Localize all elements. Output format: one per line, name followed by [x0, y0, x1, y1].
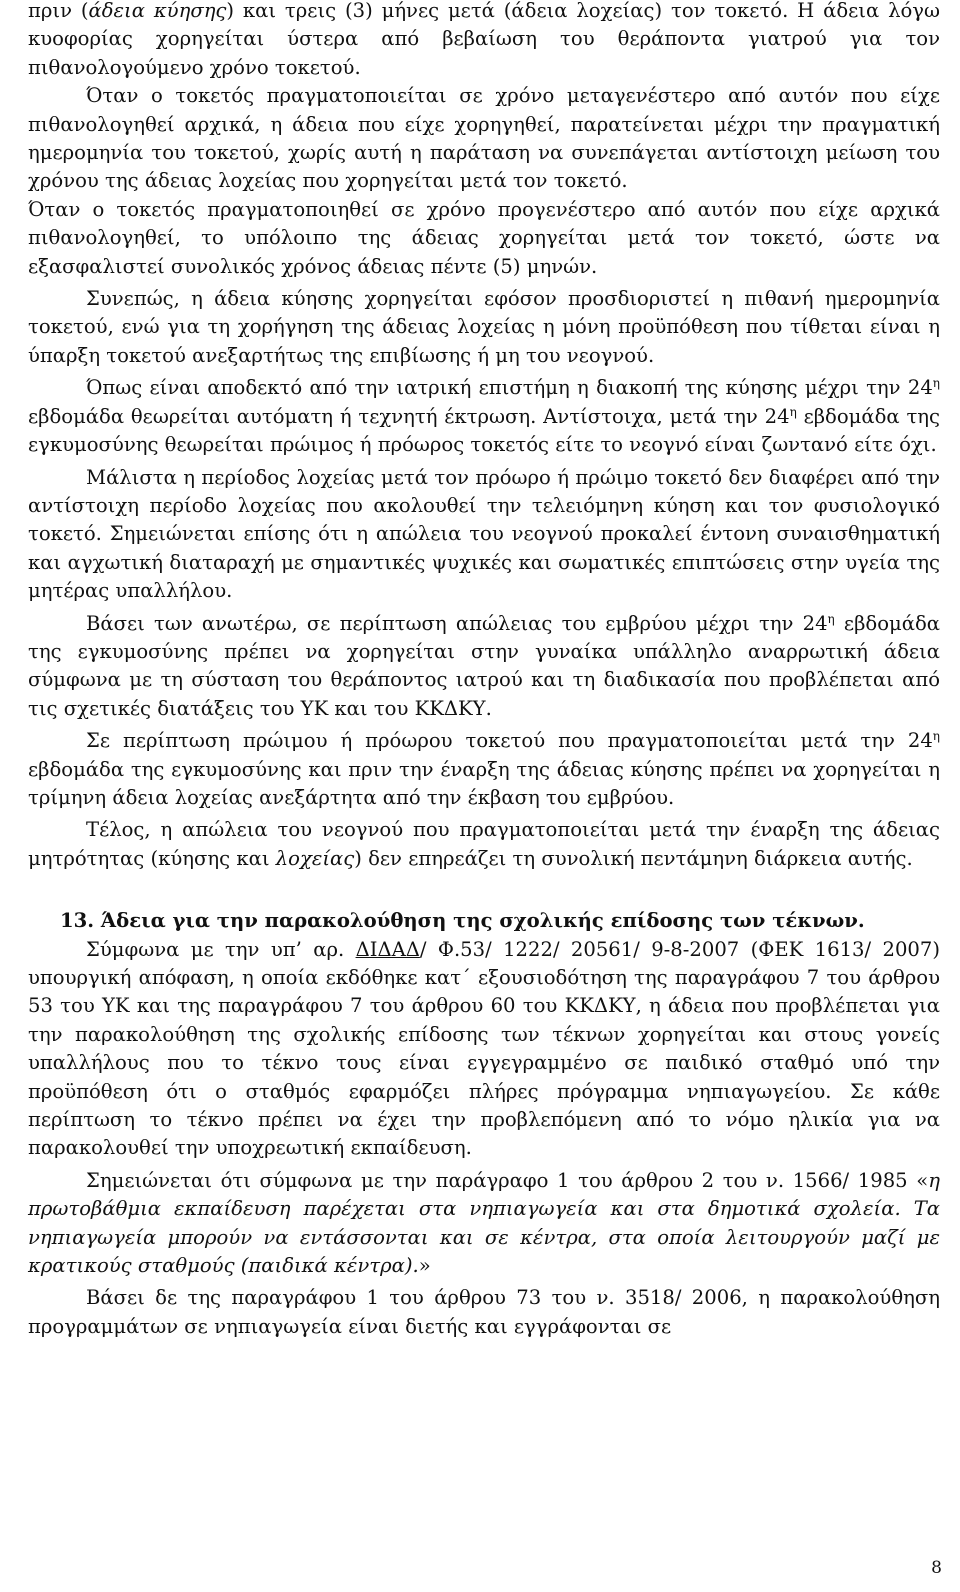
page-number: 8	[931, 1558, 942, 1578]
paragraph-4: Συνεπώς, η άδεια κύησης χορηγείται εφόσον προσδιοριστεί η πιθανή ημερομηνία τοκετού, ενώ για τη χορήγηση της άδειας λοχείας η μόνη προϋπόθεση που τίθεται είναι η ύπαρξη τοκετού ανεξαρτήτως της επιβίωσης ή μη του νεογνού.	[28, 287, 940, 367]
paragraph-3: Όταν ο τοκετός πραγματοποιηθεί σε χρόνο προγενέστερο από αυτόν που είχε αρχικά πιθανολογηθεί, το υπόλοιπο της άδειας χορηγείται μετά τον τοκετό, ώστε να εξασφαλιστεί συνολικός χρόνος άδειας πέντε (5) μηνών.	[28, 197, 940, 278]
paragraph-8: Σε περίπτωση πρώιμου ή πρόωρου τοκετού που πραγματοποιείται μετά την $24^\eta$ εβδομάδα της εγκυμοσύνης και πριν την έναρξη της άδειας κύησης πρέπει να χορηγείται η τρίμηνη άδεια λοχείας ανεξάρτητα από την έκβαση του εμβρύου.	[28, 729, 940, 809]
paragraph-11: Σημειώνεται ότι σύμφωνα με την παράγραφο 1 του άρθρου 2 του ν. 1566/ 1985 «η πρωτοβάθμια εκπαίδευση παρέχεται στα νηπιαγωγεία και στα δημοτικά σχολεία. Τα νηπιαγωγεία μπορούν να εντάσσονται και σε κέντρα, στα οποία λειτουργούν μαζί με κρατικούς σταθμούς (παιδικά κέντρα).»	[28, 1168, 940, 1278]
paragraph-9: Τέλος, η απώλεια του νεογνού που πραγματοποιείται μετά την έναρξη της άδειας μητρότητας (κύησης και λοχείας) δεν επηρεάζει τη συνολική πεντάμηνη διάρκεια αυτής.	[28, 818, 940, 870]
paragraph-5: Όπως είναι αποδεκτό από την ιατρική επιστήμη η διακοπή της κύησης μέχρι την $24^\eta$ εβδομάδα θεωρείται αυτόματη ή τεχνητή έκτρωση. Αντίστοιχα, μετά την $24^\eta$ εβδομάδα της εγκυμοσύνης θεωρείται πρώιμος ή πρόωρος τοκετός είτε το νεογνό είναι ζωντανό είτε όχι.	[28, 376, 940, 457]
paragraph-10: Σύμφωνα με την υπ’ αρ. ΔΙΔΑΔ/ Φ.53/ 1222/ 20561/ 9-8-2007 (ΦΕΚ 1613/ 2007) υπουργική απόφαση, η οποία εκδόθηκε κατ΄ εξουσιοδότηση της παραγράφου 7 του άρθρου 53 του ΥΚ και της παραγράφου 7 του άρθρου 60 του ΚΚΔΚΥ, η άδεια που προβλέπεται για την παρακολούθηση της σχολικής επίδοσης των τέκνων χορηγείται και στους γονείς υπαλλήλους που το τέκνο τους είναι εγγεγραμμένο σε παιδικό σταθμό υπό την προϋπόθεση ότι ο σταθμός εφαρμόζει πλήρες πρόγραμμα νηπιαγωγείου. Σε κάθε περίπτωση το τέκνο πρέπει να έχει την προβλεπόμενη από το νόμο ηλικία για να παρακολουθεί την υποχρεωτική εκπαίδευση.	[28, 937, 940, 1160]
section-heading-13: 13. Άδεια για την παρακολούθηση της σχολικής επίδοσης των τέκνων.	[60, 909, 865, 933]
paragraph-12: Βάσει δε της παραγράφου 1 του άρθρου 73 του ν. 3518/ 2006, η παρακολούθηση προγραμμάτων σε νηπιαγωγεία είναι διετής και εγγράφονται σε	[28, 1286, 940, 1338]
paragraph-6: Μάλιστα η περίοδος λοχείας μετά τον πρόωρο ή πρώιμο τοκετό δεν διαφέρει από την αντίστοιχη περίοδο λοχείας που ακολουθεί την τελειόμηνη κύηση και τον φυσιολογικό τοκετό. Σημειώνεται επίσης ότι η απώλεια του νεογνού προκαλεί έντονη συναισθηματική και αγχωτική διαταραχή με σημαντικές ψυχικές και σωματικές επιπτώσεις στην υγεία της μητέρας υπαλλήλου.	[28, 465, 940, 603]
paragraph-2: Όταν ο τοκετός πραγματοποιείται σε χρόνο μεταγενέστερο από αυτόν που είχε πιθανολογηθεί αρχικά, η άδεια που είχε χορηγηθεί, παρατείνεται μέχρι την πραγματική ημερομηνία του τοκετού, χωρίς αυτή η παράταση να συνεπάγεται αντίστοιχη μείωση του χρόνου της άδειας λοχείας που χορηγείται μετά τον τοκετό.	[28, 84, 940, 193]
paragraph-1: πριν (άδεια κύησης) και τρεις (3) μήνες μετά (άδεια λοχείας) τον τοκετό. Η άδεια λόγω κυοφορίας χορηγείται ύστερα από βεβαίωση του θεράποντα γιατρού για τον πιθανολογούμενο χρόνο τοκετού.	[28, 0, 940, 79]
paragraph-7: Βάσει των ανωτέρω, σε περίπτωση απώλειας του εμβρύου μέχρι την $24^\eta$ εβδομάδα της εγκυμοσύνης πρέπει να χορηγείται στην γυναίκα υπάλληλο αναρρωτική άδεια σύμφωνα με τη σύσταση του θεράποντος ιατρού και τη διαδικασία που προβλέπεται από τις σχετικές διατάξεις του ΥΚ και του ΚΚΔΚΥ.	[28, 611, 940, 720]
document-page	[28, 0, 940, 1341]
